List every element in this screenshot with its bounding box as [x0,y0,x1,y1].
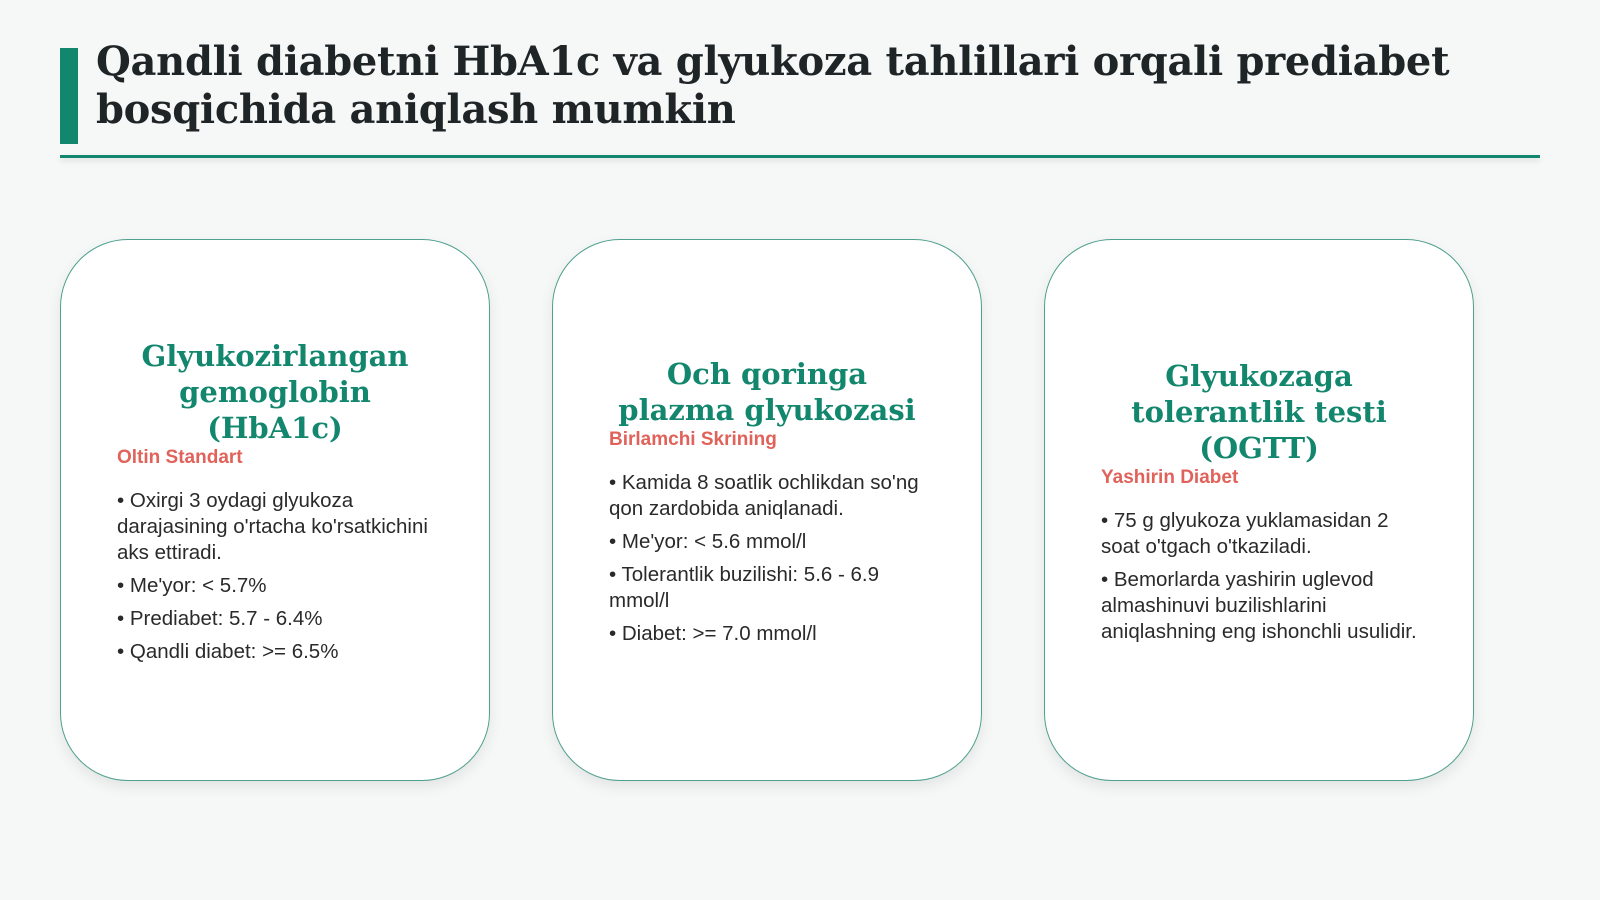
list-item: • Tolerantlik buzilishi: 5.6 - 6.9 mmol/l [609,563,880,612]
title-block [60,38,1540,148]
card-bullet-list [609,470,925,647]
card-subtitle: Oltin Standart [117,447,243,468]
title-divider [60,155,1540,158]
page-title: Qandli diabetni HbA1c va glyukoza tahlillari orqali prediabet bosqichida aniqlash mumkin [96,38,1450,133]
card-content [609,356,925,654]
card-title: Glyukozaga tolerantlik testi (OGTT) [1131,359,1387,465]
list-item: • Oxirgi 3 oydagi glyukoza darajasining o'rtacha ko'rsatkichini aks ettiradi. [117,489,428,564]
card-content [117,338,433,672]
card-bullet-list [1101,508,1417,645]
list-item: • Kamida 8 soatlik ochlikdan so'ng qon zardobida aniqlanadi. [609,471,919,520]
card-subtitle: Birlamchi Skrining [609,429,777,450]
card-title: Glyukozirlangan gemoglobin (HbA1c) [141,339,409,445]
list-item: • Me'yor: < 5.6 mmol/l [609,530,807,553]
list-item: • Me'yor: < 5.7% [117,574,267,597]
list-item: • Bemorlarda yashirin uglevod almashinuvi buzilishlarini aniqlashning eng ishonchli usulidir. [1101,568,1417,643]
list-item: • Qandli diabet: >= 6.5% [117,640,339,663]
card-title: Och qoringa plazma glyukozasi [618,357,916,427]
card-subtitle: Yashirin Diabet [1101,467,1239,488]
list-item: • 75 g glyukoza yuklamasidan 2 soat o'tgach o'tkaziladi. [1101,509,1389,558]
card-content [1101,358,1417,652]
card-bullet-list [117,488,433,665]
title-accent-bar [60,48,78,144]
list-item: • Prediabet: 5.7 - 6.4% [117,607,323,630]
card-ogtt [1044,239,1474,781]
list-item: • Diabet: >= 7.0 mmol/l [609,622,817,645]
card-fasting-glucose [552,239,982,781]
card-hba1c [60,239,490,781]
